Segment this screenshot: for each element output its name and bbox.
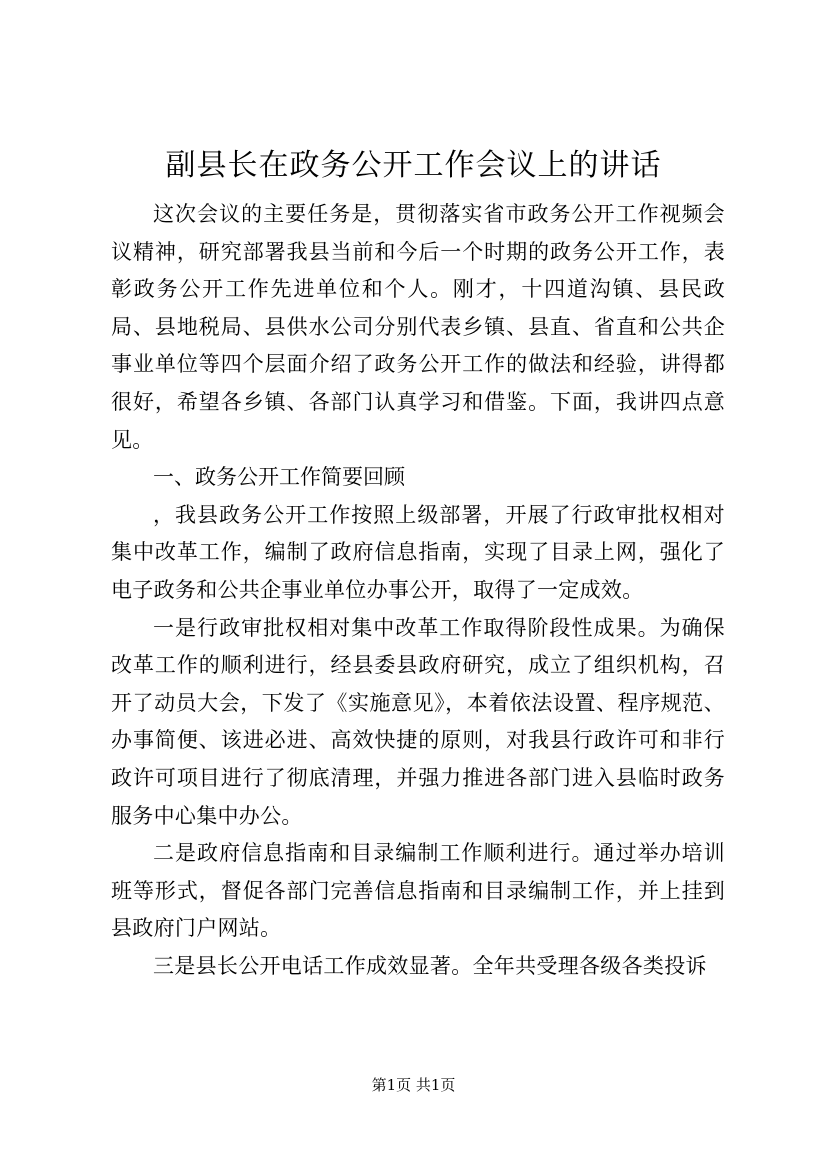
section-heading: 一、政务公开工作简要回顾	[153, 465, 405, 490]
paragraph-point-3: 三是县长公开电话工作成效显著。全年共受理各级各类投诉	[153, 953, 707, 978]
paragraph-review: ，我县政务公开工作按照上级部署，开展了行政审批权相对集中改革工作，编制了政府信息指南，实现了目录上网，强化了电子政务和公共企事业单位办事公开，取得了一定成效。	[111, 502, 725, 602]
page-number-footer: 第1页 共1页	[371, 1076, 456, 1094]
document-title: 副县长在政务公开工作会议上的讲话	[165, 148, 662, 183]
paragraph-intro: 这次会议的主要任务是，贯彻落实省市政务公开工作视频会议精神，研究部署我县当前和今后一个时期的政务公开工作，表彰政务公开工作先进单位和个人。刚才，十四道沟镇、县民政局、县地税局、县供水公司分别代表乡镇、县直、省直和公共企事业单位等四个层面介绍了政务公开工作的做法和经验，讲得都很好，希望各乡镇、各部门认真学习和借鉴。下面，我讲四点意见。	[111, 202, 725, 452]
document-body	[111, 196, 725, 985]
paragraph-point-2: 二是政府信息指南和目录编制工作顺利进行。通过举办培训班等形式，督促各部门完善信息指南和目录编制工作，并上挂到县政府门户网站。	[111, 841, 725, 941]
paragraph-point-1: 一是行政审批权相对集中改革工作取得阶段性成果。为确保改革工作的顺利进行，经县委县政府研究，成立了组织机构，召开了动员大会，下发了《实施意见》，本着依法设置、程序规范、办事简便、该进必进、高效快捷的原则，对我县行政许可和非行政许可项目进行了彻底清理，并强力推进各部门进入县临时政务服务中心集中办公。	[111, 615, 725, 828]
